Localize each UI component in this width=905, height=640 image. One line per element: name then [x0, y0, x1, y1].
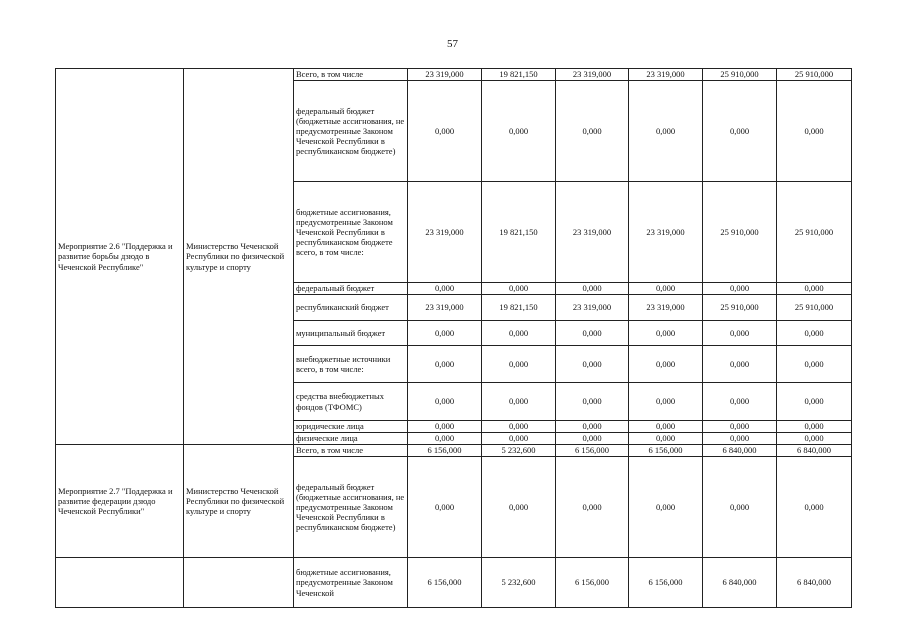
value-cell: 0,000 — [408, 383, 482, 421]
value-cell: 6 156,000 — [556, 558, 629, 608]
value-cell: 23 319,000 — [408, 295, 482, 321]
value-cell: 0,000 — [703, 321, 777, 346]
value-cell: 0,000 — [408, 457, 482, 558]
responsible-cell: Министерство Чеченской Республики по физической культуре и спорту — [184, 69, 294, 445]
source-label-cell: бюджетные ассигнования, предусмотренные Законом Чеченской Республики в республиканском бюджете всего, в том числе: — [294, 182, 408, 283]
source-label-cell: юридические лица — [294, 421, 408, 433]
value-cell: 6 156,000 — [629, 445, 703, 457]
value-cell: 0,000 — [408, 421, 482, 433]
value-cell: 6 840,000 — [703, 558, 777, 608]
value-cell: 0,000 — [703, 81, 777, 182]
value-cell: 0,000 — [777, 433, 852, 445]
value-cell: 0,000 — [482, 346, 556, 383]
source-label-cell: республиканский бюджет — [294, 295, 408, 321]
value-cell: 0,000 — [408, 433, 482, 445]
value-cell: 25 910,000 — [777, 182, 852, 283]
event-name-cell — [56, 558, 184, 608]
event-name-cell: Мероприятие 2.7 "Поддержка и развитие федерации дзюдо Чеченской Республики" — [56, 445, 184, 558]
value-cell: 25 910,000 — [777, 69, 852, 81]
value-cell: 0,000 — [482, 433, 556, 445]
value-cell: 0,000 — [556, 81, 629, 182]
value-cell: 0,000 — [703, 383, 777, 421]
value-cell: 25 910,000 — [703, 182, 777, 283]
value-cell: 0,000 — [777, 321, 852, 346]
source-label-cell: федеральный бюджет — [294, 283, 408, 295]
value-cell: 0,000 — [777, 346, 852, 383]
value-cell: 0,000 — [629, 421, 703, 433]
value-cell: 25 910,000 — [703, 295, 777, 321]
value-cell: 6 840,000 — [777, 445, 852, 457]
source-label-cell: муниципальный бюджет — [294, 321, 408, 346]
value-cell: 0,000 — [777, 457, 852, 558]
value-cell: 6 156,000 — [408, 445, 482, 457]
responsible-cell: Министерство Чеченской Республики по физической культуре и спорту — [184, 445, 294, 558]
value-cell: 6 156,000 — [556, 445, 629, 457]
value-cell: 25 910,000 — [703, 69, 777, 81]
value-cell: 6 156,000 — [629, 558, 703, 608]
source-label-cell: федеральный бюджет (бюджетные ассигнования, не предусмотренные Законом Чеченской Республики в республиканском бюджете) — [294, 81, 408, 182]
value-cell: 0,000 — [556, 321, 629, 346]
value-cell: 23 319,000 — [629, 69, 703, 81]
value-cell: 5 232,600 — [482, 445, 556, 457]
value-cell: 0,000 — [556, 433, 629, 445]
value-cell: 0,000 — [482, 81, 556, 182]
value-cell: 0,000 — [703, 457, 777, 558]
value-cell: 0,000 — [408, 81, 482, 182]
table-row — [56, 558, 852, 608]
event-name-cell: Мероприятие 2.6 "Поддержка и развитие борьбы дзюдо в Чеченской Республике" — [56, 69, 184, 445]
value-cell: 19 821,150 — [482, 295, 556, 321]
source-label-cell: Всего, в том числе — [294, 445, 408, 457]
value-cell: 0,000 — [556, 421, 629, 433]
source-label-cell: физические лица — [294, 433, 408, 445]
value-cell: 0,000 — [703, 283, 777, 295]
value-cell: 19 821,150 — [482, 182, 556, 283]
value-cell: 0,000 — [556, 457, 629, 558]
value-cell: 6 840,000 — [703, 445, 777, 457]
source-label-cell: бюджетные ассигнования, предусмотренные Законом Чеченской — [294, 558, 408, 608]
value-cell: 0,000 — [703, 433, 777, 445]
source-label-cell: федеральный бюджет (бюджетные ассигнования, не предусмотренные Законом Чеченской Республики в республиканском бюджете) — [294, 457, 408, 558]
value-cell: 0,000 — [777, 383, 852, 421]
value-cell: 0,000 — [629, 283, 703, 295]
value-cell: 0,000 — [777, 81, 852, 182]
value-cell: 23 319,000 — [556, 295, 629, 321]
value-cell: 0,000 — [482, 283, 556, 295]
value-cell: 0,000 — [482, 321, 556, 346]
value-cell: 0,000 — [629, 81, 703, 182]
value-cell: 25 910,000 — [777, 295, 852, 321]
responsible-cell — [184, 558, 294, 608]
value-cell: 0,000 — [408, 346, 482, 383]
value-cell: 0,000 — [629, 383, 703, 421]
value-cell: 0,000 — [703, 346, 777, 383]
value-cell: 0,000 — [556, 383, 629, 421]
table-row — [56, 445, 852, 457]
value-cell: 0,000 — [629, 433, 703, 445]
value-cell: 0,000 — [629, 457, 703, 558]
value-cell: 5 232,600 — [482, 558, 556, 608]
value-cell: 0,000 — [629, 321, 703, 346]
value-cell: 0,000 — [556, 346, 629, 383]
value-cell: 6 840,000 — [777, 558, 852, 608]
value-cell: 0,000 — [703, 421, 777, 433]
value-cell: 0,000 — [482, 457, 556, 558]
value-cell: 23 319,000 — [556, 69, 629, 81]
source-label-cell: внебюджетные источники всего, в том числе: — [294, 346, 408, 383]
budget-table — [55, 68, 852, 608]
value-cell: 19 821,150 — [482, 69, 556, 81]
value-cell: 0,000 — [482, 421, 556, 433]
value-cell: 0,000 — [556, 283, 629, 295]
value-cell: 6 156,000 — [408, 558, 482, 608]
source-label-cell: средства внебюджетных фондов (ТФОМС) — [294, 383, 408, 421]
value-cell: 23 319,000 — [556, 182, 629, 283]
value-cell: 23 319,000 — [408, 182, 482, 283]
value-cell: 0,000 — [408, 321, 482, 346]
value-cell: 23 319,000 — [408, 69, 482, 81]
value-cell: 23 319,000 — [629, 182, 703, 283]
value-cell: 0,000 — [408, 283, 482, 295]
value-cell: 0,000 — [629, 346, 703, 383]
table-row — [56, 69, 852, 81]
value-cell: 0,000 — [777, 283, 852, 295]
value-cell: 23 319,000 — [629, 295, 703, 321]
value-cell: 0,000 — [777, 421, 852, 433]
value-cell: 0,000 — [482, 383, 556, 421]
page-number: 57 — [447, 38, 458, 50]
source-label-cell: Всего, в том числе — [294, 69, 408, 81]
